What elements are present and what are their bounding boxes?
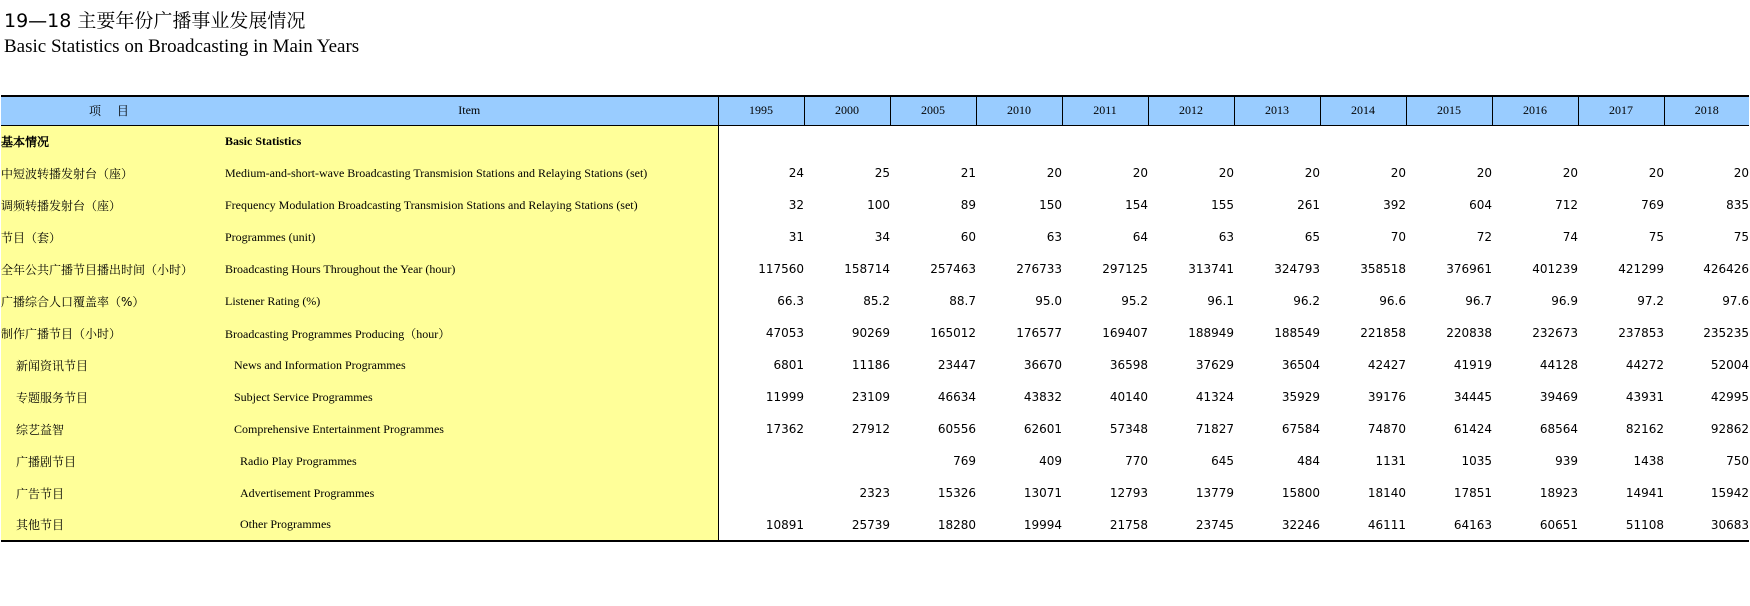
value-cell: 421299 [1618, 262, 1664, 276]
value-cell: 35929 [1281, 390, 1320, 404]
row-label-cn: 新闻资讯节目 [1, 349, 221, 381]
value-cell: 21758 [1062, 509, 1148, 541]
value-cell: 18280 [890, 509, 976, 541]
value-cell: 39176 [1367, 390, 1406, 404]
value-cell: 15326 [937, 486, 976, 500]
value-cell: 750 [1726, 454, 1749, 468]
header-year: 2012 [1148, 96, 1234, 125]
value-cell: 67584 [1281, 422, 1320, 436]
table-row [1, 509, 1749, 541]
value-cell: 20 [1304, 166, 1320, 180]
value-cell: 23745 [1148, 509, 1234, 541]
value-cell: 17362 [765, 422, 804, 436]
value-cell: 96.7 [1465, 294, 1492, 308]
row-label-cn: 节目（套） [1, 221, 221, 253]
row-label-en: Other Programmes [221, 509, 718, 541]
value-cell: 117560 [758, 262, 804, 276]
value-cell: 358518 [1360, 262, 1406, 276]
value-cell: 74870 [1367, 422, 1406, 436]
value-cell: 13071 [1023, 486, 1062, 500]
value-cell: 20 [1046, 166, 1062, 180]
value-cell: 25 [874, 166, 890, 180]
header-year: 2011 [1062, 96, 1148, 125]
value-cell: 60556 [937, 422, 976, 436]
value-cell: 36670 [1023, 358, 1062, 372]
value-cell: 46111 [1320, 509, 1406, 541]
header-year: 2017 [1578, 96, 1664, 125]
value-cell: 939 [1555, 454, 1578, 468]
value-cell: 65 [1304, 230, 1320, 244]
value-cell: 34445 [1453, 390, 1492, 404]
value-cell: 276733 [1016, 262, 1062, 276]
value-cell: 32 [788, 198, 804, 212]
value-cell: 75 [1733, 230, 1749, 244]
value-cell: 41324 [1195, 390, 1234, 404]
value-cell: 313741 [1188, 262, 1234, 276]
page-title-cn: 19—18 主要年份广播事业发展情况 [4, 10, 306, 32]
row-label-cn: 综艺益智 [1, 413, 221, 445]
value-cell: 19994 [976, 509, 1062, 541]
row-label-cn: 广告节目 [1, 477, 221, 509]
header-year: 2014 [1320, 96, 1406, 125]
value-cell: 401239 [1532, 262, 1578, 276]
value-cell: 20 [1562, 166, 1578, 180]
value-cell: 27912 [851, 422, 890, 436]
value-cell: 89 [960, 198, 976, 212]
value-cell: 23109 [851, 390, 890, 404]
value-cell: 36504 [1281, 358, 1320, 372]
value-cell: 1438 [1633, 454, 1664, 468]
value-cell: 20 [1733, 166, 1749, 180]
row-label-en: Listener Rating (%) [221, 285, 718, 317]
value-cell [1578, 125, 1664, 157]
value-cell: 44272 [1625, 358, 1664, 372]
value-cell: 95.0 [1035, 294, 1062, 308]
row-label-en: News and Information Programmes [221, 349, 718, 381]
header-year: 2000 [804, 96, 890, 125]
value-cell: 23447 [937, 358, 976, 372]
value-cell [976, 125, 1062, 157]
header-year: 2015 [1406, 96, 1492, 125]
table-row [1, 125, 1749, 157]
value-cell: 15942 [1710, 486, 1749, 500]
value-cell [890, 125, 976, 157]
value-cell: 60651 [1492, 509, 1578, 541]
value-cell: 68564 [1539, 422, 1578, 436]
value-cell: 37629 [1195, 358, 1234, 372]
value-cell: 97.6 [1722, 294, 1749, 308]
value-cell: 232673 [1532, 326, 1578, 340]
header-year: 2005 [890, 96, 976, 125]
value-cell: 10891 [718, 509, 804, 541]
value-cell: 43832 [1023, 390, 1062, 404]
value-cell: 324793 [1274, 262, 1320, 276]
value-cell: 72 [1476, 230, 1492, 244]
value-cell: 392 [1383, 198, 1406, 212]
page-title-en: Basic Statistics on Broadcasting in Main Years [4, 36, 360, 57]
table-row [1, 157, 1749, 189]
value-cell: 95.2 [1121, 294, 1148, 308]
value-cell: 88.7 [949, 294, 976, 308]
value-cell: 154 [1125, 198, 1148, 212]
value-cell: 158714 [844, 262, 890, 276]
value-cell: 96.6 [1379, 294, 1406, 308]
value-cell: 14941 [1625, 486, 1664, 500]
value-cell: 1131 [1375, 454, 1406, 468]
value-cell [1148, 125, 1234, 157]
value-cell: 63 [1046, 230, 1062, 244]
value-cell: 42427 [1367, 358, 1406, 372]
value-cell: 31 [788, 230, 804, 244]
table-row [1, 221, 1749, 253]
value-cell [1406, 125, 1492, 157]
value-cell: 46634 [937, 390, 976, 404]
row-label-cn: 基本情况 [1, 125, 221, 157]
table-row [1, 381, 1749, 413]
value-cell [1320, 125, 1406, 157]
row-label-en: Subject Service Programmes [221, 381, 718, 413]
table-row [1, 413, 1749, 445]
header-year: 2016 [1492, 96, 1578, 125]
value-cell: 188549 [1274, 326, 1320, 340]
row-label-en: Medium-and-short-wave Broadcasting Transmision Stations and Relaying Stations (set) [221, 157, 718, 189]
header-year: 2010 [976, 96, 1062, 125]
value-cell: 257463 [930, 262, 976, 276]
value-cell: 176577 [1016, 326, 1062, 340]
header-item-en: Item [221, 96, 718, 125]
value-cell [1062, 125, 1148, 157]
value-cell: 66.3 [777, 294, 804, 308]
value-cell: 221858 [1360, 326, 1406, 340]
value-cell: 376961 [1446, 262, 1492, 276]
value-cell: 769 [1641, 198, 1664, 212]
table-header-row [1, 96, 1749, 125]
value-cell: 47053 [765, 326, 804, 340]
value-cell [718, 125, 804, 157]
value-cell: 11999 [765, 390, 804, 404]
value-cell: 32246 [1234, 509, 1320, 541]
value-cell: 96.1 [1207, 294, 1234, 308]
row-label-en: Radio Play Programmes [221, 445, 718, 477]
header-year: 2013 [1234, 96, 1320, 125]
value-cell: 70 [1390, 230, 1406, 244]
value-cell: 96.2 [1293, 294, 1320, 308]
table-row [1, 317, 1749, 349]
value-cell: 770 [1125, 454, 1148, 468]
value-cell [1492, 125, 1578, 157]
value-cell: 52004 [1710, 358, 1749, 372]
value-cell: 82162 [1625, 422, 1664, 436]
broadcasting-statistics-table [1, 95, 1749, 542]
value-cell: 18923 [1539, 486, 1578, 500]
value-cell: 165012 [930, 326, 976, 340]
value-cell: 188949 [1188, 326, 1234, 340]
row-label-cn: 专题服务节目 [1, 381, 221, 413]
value-cell: 51108 [1578, 509, 1664, 541]
value-cell: 43931 [1625, 390, 1664, 404]
value-cell: 835 [1726, 198, 1749, 212]
row-label-cn: 广播综合人口覆盖率（%） [1, 285, 221, 317]
value-cell: 36598 [1109, 358, 1148, 372]
table-row [1, 253, 1749, 285]
value-cell: 426426 [1703, 262, 1749, 276]
value-cell: 20 [1218, 166, 1234, 180]
value-cell: 11186 [851, 358, 890, 372]
value-cell: 74 [1562, 230, 1578, 244]
value-cell: 18140 [1367, 486, 1406, 500]
row-label-en: Basic Statistics [221, 125, 718, 157]
row-label-en: Comprehensive Entertainment Programmes [221, 413, 718, 445]
value-cell: 20 [1476, 166, 1492, 180]
row-label-en: Broadcasting Programmes Producing（hour） [221, 317, 718, 349]
value-cell: 64 [1132, 230, 1148, 244]
value-cell: 13779 [1195, 486, 1234, 500]
value-cell: 769 [953, 454, 976, 468]
header-year: 1995 [718, 96, 804, 125]
value-cell: 85.2 [863, 294, 890, 308]
value-cell: 92862 [1710, 422, 1749, 436]
value-cell: 21 [960, 166, 976, 180]
value-cell: 645 [1211, 454, 1234, 468]
value-cell: 57348 [1109, 422, 1148, 436]
table-body [1, 125, 1749, 541]
row-label-en: Programmes (unit) [221, 221, 718, 253]
value-cell: 169407 [1102, 326, 1148, 340]
header-item-cn: 项 目 [1, 96, 221, 125]
value-cell: 6801 [773, 358, 804, 372]
value-cell: 409 [1039, 454, 1062, 468]
value-cell: 17851 [1453, 486, 1492, 500]
value-cell: 60 [960, 230, 976, 244]
row-label-cn: 其他节目 [1, 509, 221, 541]
value-cell: 61424 [1453, 422, 1492, 436]
value-cell: 20 [1132, 166, 1148, 180]
value-cell: 237853 [1618, 326, 1664, 340]
value-cell: 712 [1555, 198, 1578, 212]
value-cell: 604 [1469, 198, 1492, 212]
value-cell: 15800 [1281, 486, 1320, 500]
value-cell: 96.9 [1551, 294, 1578, 308]
value-cell: 1035 [1461, 454, 1492, 468]
value-cell: 297125 [1102, 262, 1148, 276]
value-cell [1664, 125, 1749, 157]
value-cell: 71827 [1195, 422, 1234, 436]
value-cell [1234, 125, 1320, 157]
value-cell: 25739 [804, 509, 890, 541]
row-label-en: Broadcasting Hours Throughout the Year (hour) [221, 253, 718, 285]
table-row [1, 189, 1749, 221]
value-cell: 62601 [1023, 422, 1062, 436]
value-cell [718, 445, 804, 477]
value-cell: 90269 [851, 326, 890, 340]
value-cell: 30683 [1664, 509, 1749, 541]
value-cell: 150 [1039, 198, 1062, 212]
value-cell [804, 125, 890, 157]
value-cell: 44128 [1539, 358, 1578, 372]
value-cell: 12793 [1109, 486, 1148, 500]
value-cell: 24 [788, 166, 804, 180]
value-cell: 42995 [1710, 390, 1749, 404]
row-label-cn: 中短波转播发射台（座） [1, 157, 221, 189]
value-cell: 261 [1297, 198, 1320, 212]
row-label-cn: 全年公共广播节目播出时间（小时） [1, 253, 221, 285]
table-row [1, 349, 1749, 381]
value-cell: 20 [1648, 166, 1664, 180]
value-cell: 39469 [1539, 390, 1578, 404]
value-cell: 34 [874, 230, 890, 244]
value-cell: 75 [1648, 230, 1664, 244]
value-cell: 41919 [1453, 358, 1492, 372]
table-row [1, 445, 1749, 477]
row-label-en: Frequency Modulation Broadcasting Transmision Stations and Relaying Stations (set) [221, 189, 718, 221]
value-cell: 40140 [1109, 390, 1148, 404]
value-cell: 484 [1297, 454, 1320, 468]
value-cell: 20 [1390, 166, 1406, 180]
value-cell: 64163 [1406, 509, 1492, 541]
header-year: 2018 [1664, 96, 1749, 125]
value-cell: 2323 [859, 486, 890, 500]
value-cell: 235235 [1703, 326, 1749, 340]
table-row [1, 477, 1749, 509]
row-label-cn: 制作广播节目（小时） [1, 317, 221, 349]
row-label-cn: 广播剧节目 [1, 445, 221, 477]
value-cell: 63 [1218, 230, 1234, 244]
value-cell: 155 [1211, 198, 1234, 212]
row-label-cn: 调频转播发射台（座） [1, 189, 221, 221]
row-label-en: Advertisement Programmes [221, 477, 718, 509]
value-cell: 100 [867, 198, 890, 212]
value-cell [804, 445, 890, 477]
value-cell: 97.2 [1637, 294, 1664, 308]
value-cell: 220838 [1446, 326, 1492, 340]
table-row [1, 285, 1749, 317]
value-cell [718, 477, 804, 509]
